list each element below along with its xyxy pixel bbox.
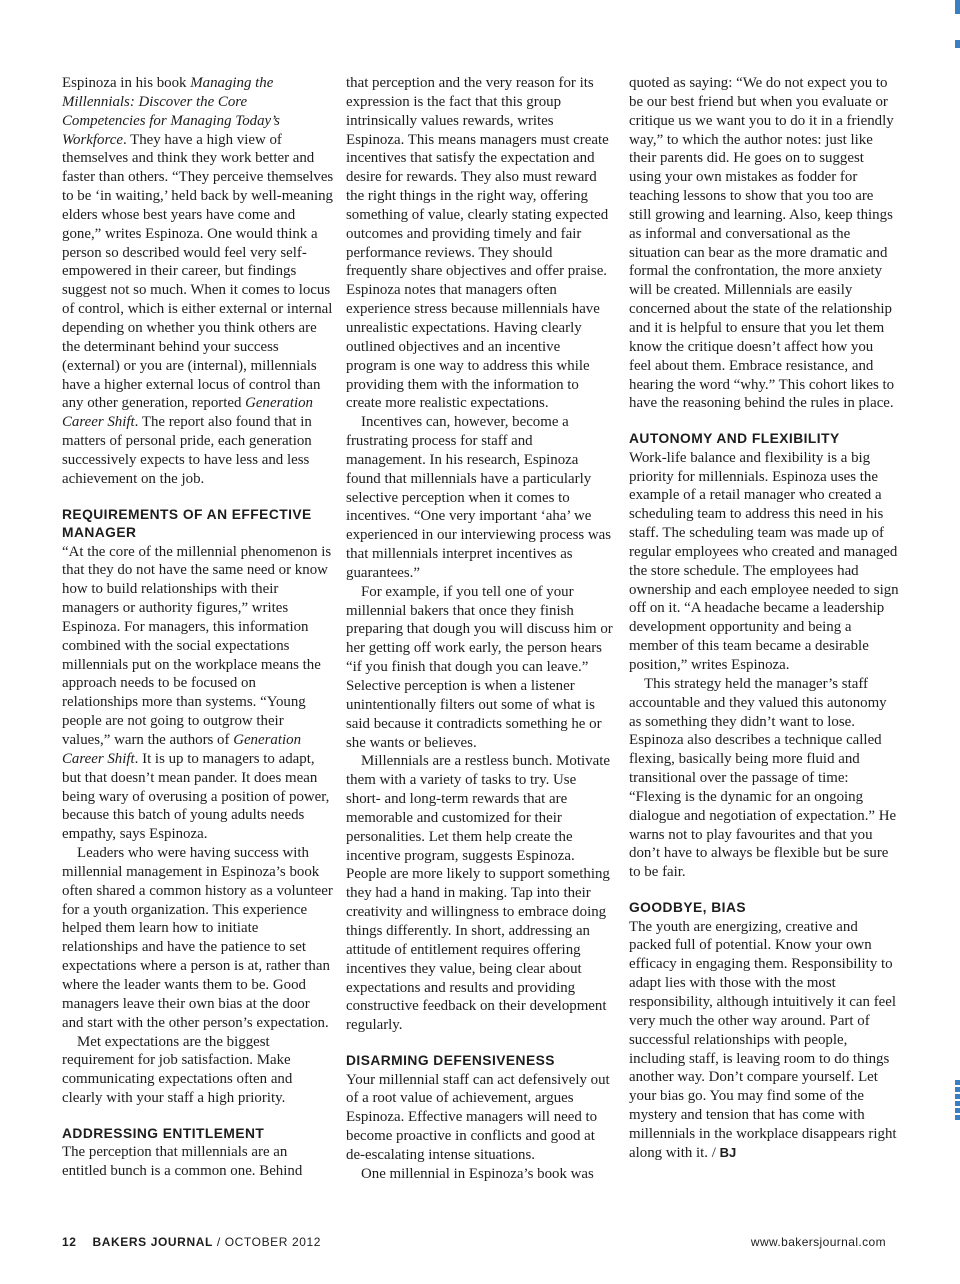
paragraph: Met expectations are the biggest requirement for job satisfaction. Make communicating expectations often and clearly with your staff a high priority. bbox=[62, 1033, 293, 1107]
edge-tab-marker bbox=[955, 40, 960, 48]
paragraph: The perception that millennials are an entitled bunch is a common one. Behind bbox=[62, 1144, 303, 1180]
article-column-3 bbox=[629, 74, 899, 1163]
paragraph: quoted as saying: “We do not expect you to be our best friend but when you evaluate or critique us we want you to do it in a friendly way,” to which the author notes: just like their parents did. He goes on to suggest using your own mistakes as fodder for teaching lessons to show that you too are still growing and learning. Also, keep things as informal and conversational as the situation can bear as the more dramatic and formal the confrontation, the more anxiety will be created. Millennials are easily concerned about the state of the relationship and it is helpful to ensure that you let them know the critique doesn’t affect how you feel about them. Embrace resistance, and hearing the word “why.” This cohort likes to have the reasoning behind the rules in place. bbox=[629, 75, 895, 412]
paragraph: This strategy held the manager’s staff accountable and they valued this autonomy as something they didn’t want to lose. Espinoza also describes a technique called flexing, basically being more fluid and transitional over the passage of time: “Flexing is the dynamic for an ongoing dialogue and negotiation of expectation.” He warns not to play favourites and that you don’t have to always be flexible but be sure to be fair. bbox=[629, 675, 897, 881]
paragraph: Leaders who were having success with millennial management in Espinoza’s book often shared a common history as a volunteer for a youth organization. This experience helped them learn how to initiate relationships and have the patience to set expectations where a person is at, rather than where the leader wants them to be. Good managers leave their own bias at the door and start with the other person’s expectation. bbox=[62, 845, 333, 1031]
paragraph: “At the core of the millennial phenomenon is that they do not have the same need or know how to build relationships with their managers or authority figures,” writes Espinoza. For managers, this information combined with the social expectations millennials put on the workplace means the approach needs to be focused on relationships more than systems. “Young people are not going to outgrow their values,” warn the authors of Generation Career Shift. It is up to managers to adapt, but that doesn’t mean pander. It does mean being wary of overusing a position of power, because this batch of young adults needs empathy, says Espinoza. bbox=[62, 543, 332, 843]
edge-tab-marker bbox=[955, 1080, 960, 1120]
section-heading-entitlement: ADDRESSING ENTITLEMENT bbox=[62, 1125, 265, 1141]
paragraph: One millennial in Espinoza’s book was bbox=[361, 1165, 594, 1182]
edge-tab-marker bbox=[955, 0, 960, 14]
article-column-1 bbox=[62, 74, 334, 1181]
article-column-2 bbox=[346, 74, 614, 1184]
author-signature: BJ bbox=[719, 1144, 737, 1160]
page-footer bbox=[62, 1235, 321, 1249]
section-heading-bias: GOODBYE, BIAS bbox=[629, 900, 747, 916]
paragraph: Millennials are a restless bunch. Motivate them with a variety of tasks to try. Use short- and long-term rewards that are memorable and customized for their personalities. Let them help create the incentive program, suggests Espinoza. People are more likely to support something they had a hand in making. Tap into their creativity and willingness to embrace doing things differently. In short, addressing an attitude of entitlement requires offering incentives they value, being clear about expectations and results and providing constructive feedback on their development regularly. bbox=[346, 753, 610, 1034]
section-heading-autonomy: AUTONOMY AND FLEXIBILITY bbox=[629, 431, 840, 447]
paragraph: Espinoza in his book Managing the Millennials: Discover the Core Competencies for Managing Today’s Workforce. They have a high view of themselves and think they work better and faster than others. “They perceive themselves to be ‘in waiting,’ held back by well-meaning elders whose best years have come and gone,” writes Espinoza. One would think a person so described would feel very self-empowered in their career, but findings suggest not so much. When it comes to locus of control, which is either external or internal depending on whether you think others are the determinant behind your success (external) or you are (internal), millennials have a higher external locus of control than any other generation, reported Generation Career Shift. The report also found that in matters of personal pride, each generation successively expects to have less and less achievement on the job. bbox=[62, 75, 334, 487]
paragraph: For example, if you tell one of your millennial bakers that once they finish preparing that dough you will discuss him or her getting off work early, the person hears “if you finish that dough you can leave.” Selective perception is when a listener unintentionally filters out some of what is said because it contradicts something he or she wants or believes. bbox=[346, 583, 613, 751]
paragraph: that perception and the very reason for its expression is the fact that this group intrinsically values rewards, writes Espinoza. This means managers must create incentives that satisfy the expectation and desire for rewards. They also must reward the right things in the right way, offering something of value, clearly stating expected outcomes and providing timely and fair performance reviews. They should frequently share objectives and offer praise. Espinoza notes that managers often experience stress because millennials have unrealistic expectations. Having clearly outlined objectives and an incentive program is one way to address this while providing them with the information to create more realistic expectations. bbox=[346, 75, 609, 412]
magazine-name: BAKERS JOURNAL bbox=[92, 1235, 213, 1249]
section-heading-requirements: REQUIREMENTS OF AN EFFECTIVE MANAGER bbox=[62, 506, 312, 541]
paragraph: The youth are energizing, creative and packed full of potential. Know your own efficacy in engaging them. Responsibility to adapt lies with those with the most responsibility, although intuitively it can feel very much the other way around. Part of successful relationships with people, including staff, is leaving room to do things another way. Don’t compare yourself. Let your bias go. You may find some of the mystery and tension that has come with millennials in the workplace disappears right along with it. / BJ bbox=[629, 918, 897, 1161]
paragraph: Your millennial staff can act defensively out of a root value of achievement, argues Espinoza. Effective managers will need to become proactive in conflicts and good at de-escalating intense situations. bbox=[346, 1071, 610, 1163]
section-heading-defensiveness: DISARMING DEFENSIVENESS bbox=[346, 1053, 555, 1069]
paragraph: Work-life balance and flexibility is a big priority for millennials. Espinoza uses the example of a retail manager who created a scheduling team to address this need in his staff. The scheduling team was made up of regular employees who created and managed the store schedule. The employees had ownership and each employee needed to sign off on it. “A headache became a leadership development opportunity and being a member of this team became a desirable position,” writes Espinoza. bbox=[629, 449, 899, 673]
page-number: 12 bbox=[62, 1235, 77, 1249]
website-url: www.bakersjournal.com bbox=[750, 1235, 886, 1249]
paragraph: Incentives can, however, become a frustrating process for staff and management. In his research, Espinoza found that millennials have a particularly selective perception when it comes to incentives. “One very important ‘aha’ we experienced in our interviewing process was that millennials interpret incentives as guarantees.” bbox=[346, 414, 612, 581]
issue-date: / OCTOBER 2012 bbox=[216, 1235, 322, 1249]
